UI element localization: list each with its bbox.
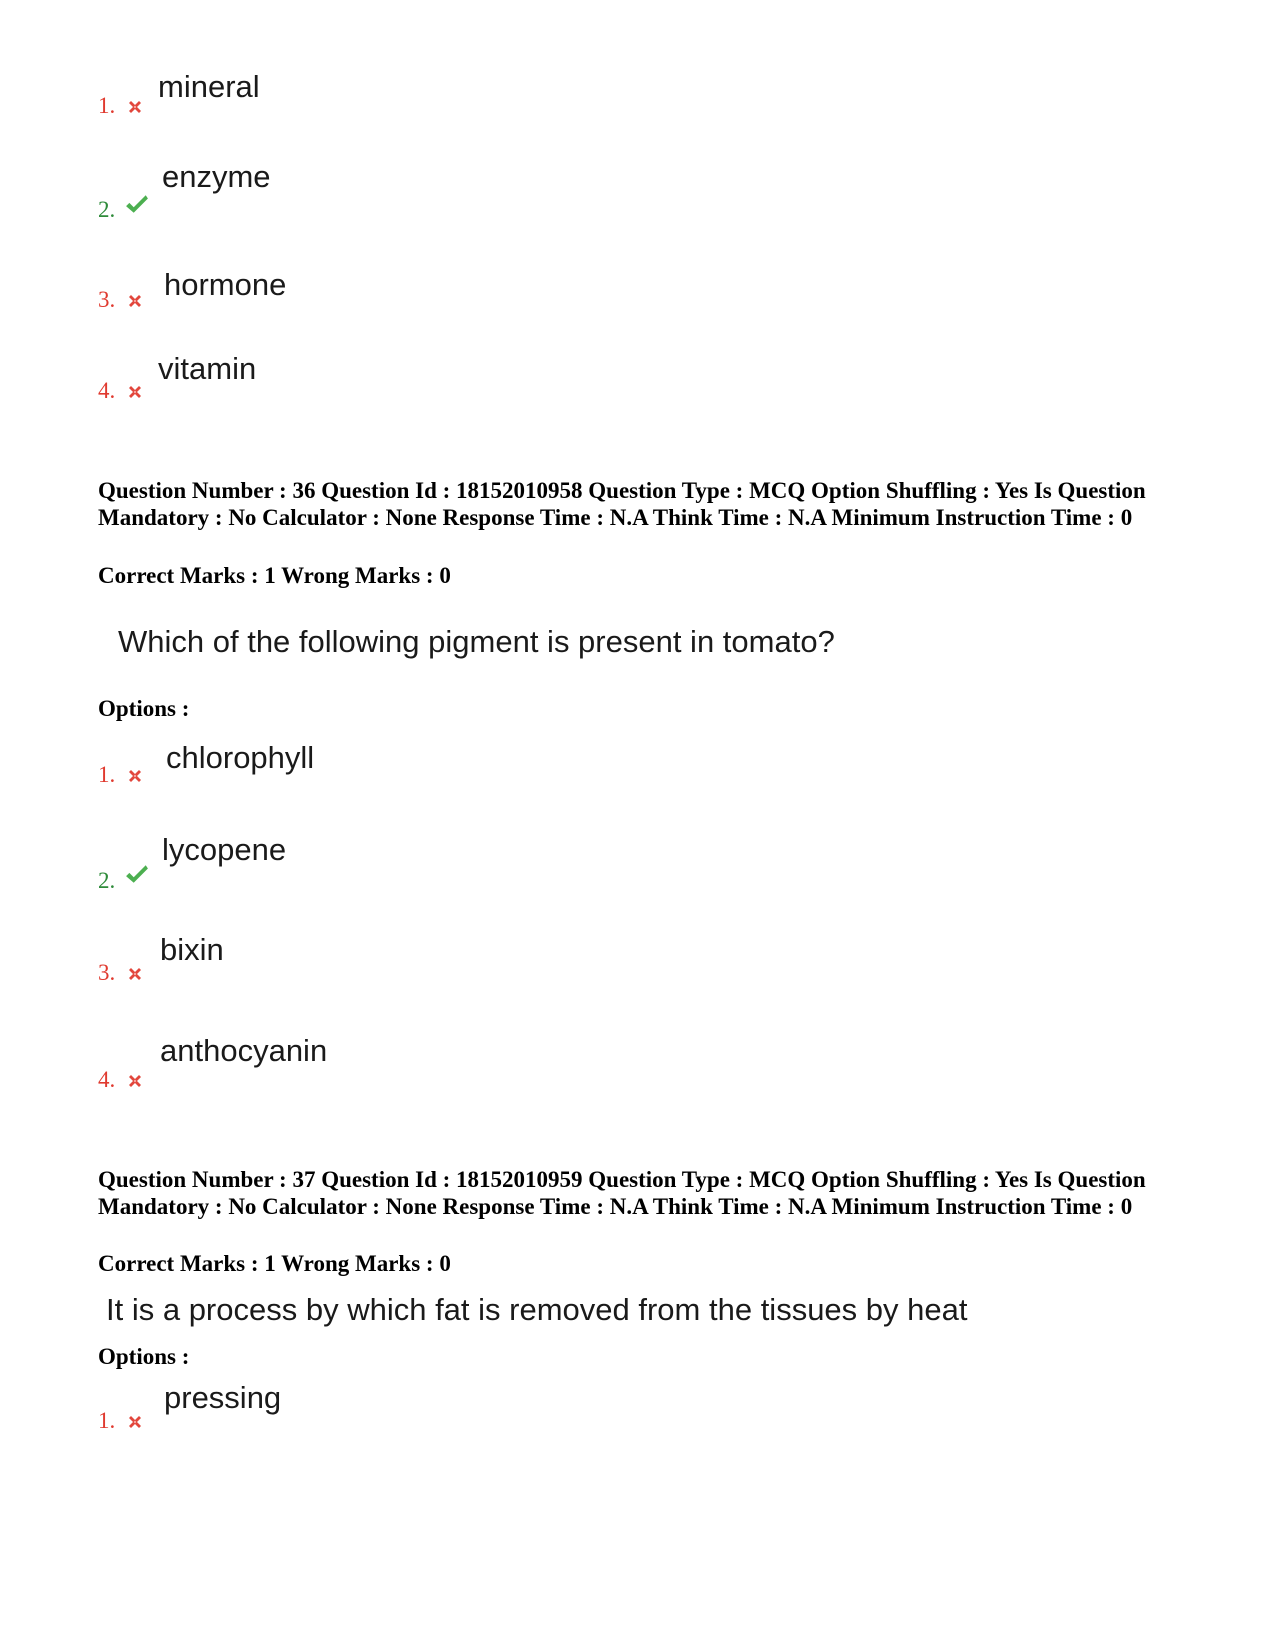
question-text: It is a process by which fat is removed from the tissues by heat xyxy=(106,1292,968,1327)
option-text: enzyme xyxy=(162,159,271,194)
option-text: anthocyanin xyxy=(160,1033,328,1068)
options-label: Options : xyxy=(98,1344,190,1369)
question-marks: Correct Marks : 1 Wrong Marks : 0 xyxy=(98,563,451,588)
cross-icon xyxy=(125,964,145,984)
option-text: pressing xyxy=(164,1380,282,1415)
cross-icon xyxy=(125,1071,145,1091)
question-text: Which of the following pigment is present in tomato? xyxy=(118,624,835,659)
option-text: hormone xyxy=(164,267,287,302)
option-number: 1. xyxy=(98,762,116,787)
question-meta: Question Number : 37 Question Id : 18152010959 Question Type : MCQ Option Shuffling : Yes Is Question Mandatory : No Calculator : None Response Time : N.A Think Time : N.A Minimum Instruction Time : 0 xyxy=(98,1167,1146,1219)
option-text: chlorophyll xyxy=(166,740,315,775)
cross-icon xyxy=(125,766,145,786)
cross-icon xyxy=(125,382,145,402)
option-number: 2. xyxy=(98,868,116,893)
cross-icon xyxy=(125,1412,145,1432)
check-icon xyxy=(125,863,149,885)
option-text: mineral xyxy=(158,69,260,104)
option-text: vitamin xyxy=(158,351,257,386)
cross-icon xyxy=(125,97,145,117)
option-number: 4. xyxy=(98,378,116,403)
option-text: lycopene xyxy=(162,832,287,867)
options-label: Options : xyxy=(98,696,190,721)
cross-icon xyxy=(125,291,145,311)
option-number: 1. xyxy=(98,1408,116,1433)
option-number: 2. xyxy=(98,197,116,222)
option-text: bixin xyxy=(160,932,224,967)
question-meta: Question Number : 36 Question Id : 18152010958 Question Type : MCQ Option Shuffling : Yes Is Question Mandatory : No Calculator : None Response Time : N.A Think Time : N.A Minimum Instruction Time : 0 xyxy=(98,478,1146,530)
option-number: 3. xyxy=(98,960,116,985)
option-number: 1. xyxy=(98,93,116,118)
option-number: 4. xyxy=(98,1067,116,1092)
question-marks: Correct Marks : 1 Wrong Marks : 0 xyxy=(98,1251,451,1276)
option-number: 3. xyxy=(98,287,116,312)
check-icon xyxy=(125,193,149,215)
